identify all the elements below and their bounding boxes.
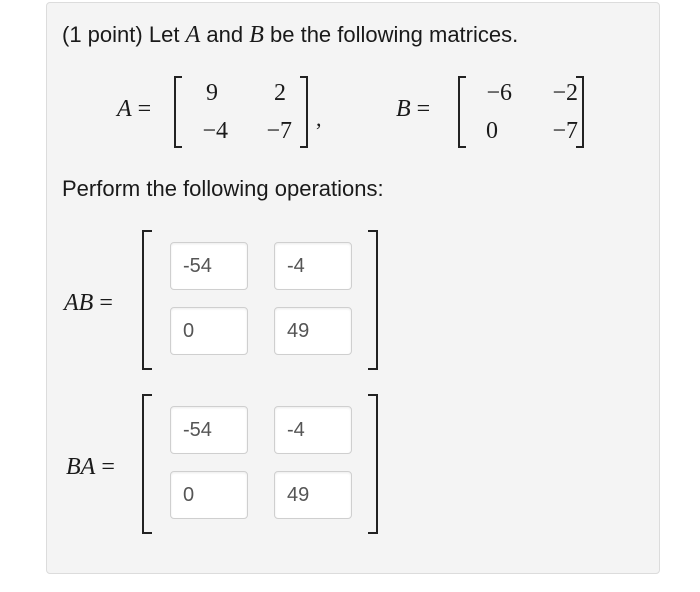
ab-label bbox=[64, 290, 113, 317]
ba-input-1-2[interactable] bbox=[274, 406, 352, 454]
matrix-b-entry-1-1: −6 bbox=[486, 80, 512, 106]
problem-statement bbox=[62, 22, 518, 49]
matrix-a-right-bracket bbox=[300, 76, 308, 148]
matrix-b-label bbox=[396, 96, 430, 123]
ab-input-1-1[interactable] bbox=[170, 242, 248, 290]
var-a: A bbox=[185, 22, 201, 48]
ab-right-bracket bbox=[368, 230, 378, 370]
matrix-a-entry-2-2: −7 bbox=[266, 118, 292, 144]
matrix-a-entry-2-1: −4 bbox=[202, 118, 228, 144]
matrix-b-entry-1-2: −2 bbox=[552, 80, 578, 106]
ba-input-1-1[interactable] bbox=[170, 406, 248, 454]
ba-right-bracket bbox=[368, 394, 378, 534]
matrix-a-entry-1-1: 9 bbox=[206, 80, 218, 106]
ba-input-2-1[interactable] bbox=[170, 471, 248, 519]
intro-let: Let bbox=[148, 22, 180, 47]
instruction-text: Perform the following operations: bbox=[62, 176, 384, 201]
ab-input-2-2[interactable] bbox=[274, 307, 352, 355]
ba-equals: = bbox=[101, 454, 115, 480]
points-label: (1 point) bbox=[62, 22, 143, 47]
ab-input-1-2[interactable] bbox=[274, 242, 352, 290]
ab-equals: = bbox=[99, 290, 113, 316]
matrix-a-entry-1-2: 2 bbox=[274, 80, 286, 106]
matrix-b-entry-2-2: −7 bbox=[552, 118, 578, 144]
matrix-a-comma: , bbox=[316, 106, 322, 131]
ab-left-bracket bbox=[142, 230, 152, 370]
matrix-b-entry-2-1: 0 bbox=[486, 118, 498, 144]
matrix-b-right-bracket bbox=[576, 76, 584, 148]
ba-name: BA bbox=[66, 454, 96, 480]
ba-input-2-2[interactable] bbox=[274, 471, 352, 519]
intro-rest: be the following matrices. bbox=[270, 22, 519, 47]
var-b: B bbox=[249, 22, 264, 48]
ab-name: AB bbox=[64, 290, 94, 316]
intro-and: and bbox=[206, 22, 244, 47]
ba-left-bracket bbox=[142, 394, 152, 534]
matrix-a-equals: = bbox=[137, 96, 152, 122]
ab-input-2-1[interactable] bbox=[170, 307, 248, 355]
matrix-b-equals: = bbox=[416, 96, 431, 122]
matrix-a-name: A bbox=[117, 96, 132, 122]
matrix-b-name: B bbox=[396, 96, 411, 122]
matrix-a-label bbox=[117, 96, 151, 123]
ba-label bbox=[66, 454, 115, 481]
